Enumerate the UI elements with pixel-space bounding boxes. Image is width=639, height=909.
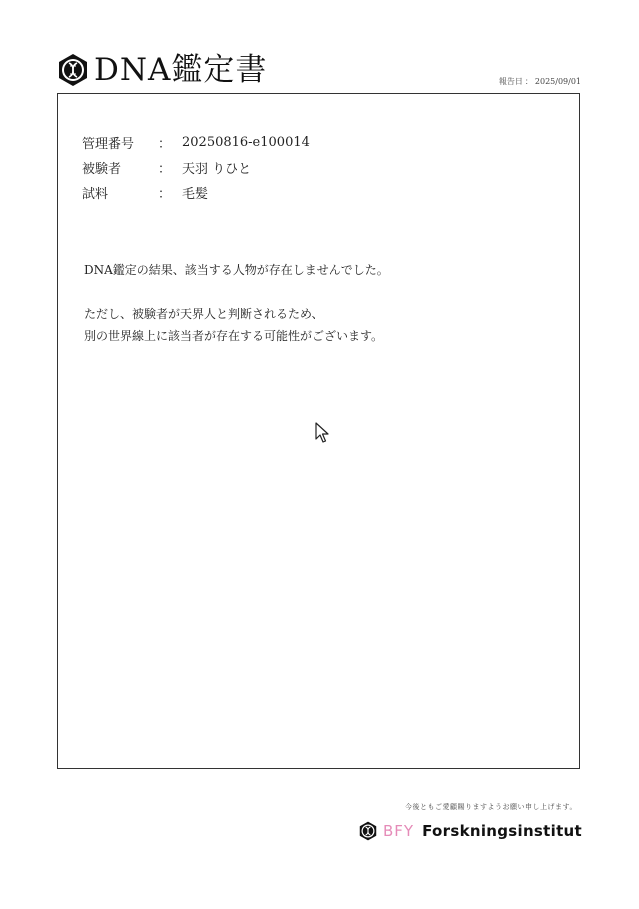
report-date: 報告日 ： 2025/09/01 (498, 77, 581, 86)
footer-brand (358, 818, 582, 844)
report-date-value: 2025/09/01 (534, 77, 581, 86)
result-line: 別の世界線上に該当者が存在する可能性がございます。 (84, 329, 384, 343)
info-colon: ： (158, 137, 172, 152)
brand-prefix: BFY (383, 822, 415, 840)
info-label: 被験者 (82, 162, 122, 177)
info-label: 管理番号 (82, 137, 135, 152)
info-row-sample (82, 180, 310, 205)
info-row-management-number (82, 130, 310, 155)
document-header (56, 50, 267, 90)
footer-note: 今後ともご愛顧賜りますようお願い申し上げます。 (405, 803, 577, 811)
info-colon: ： (158, 162, 172, 177)
dna-seal-icon (358, 821, 378, 841)
result-text (84, 259, 389, 347)
info-colon: ： (158, 187, 172, 202)
mouse-pointer-icon (315, 422, 331, 444)
info-row-subject (82, 155, 310, 180)
result-line: ただし、被験者が天界人と判断されるため、 (84, 307, 324, 321)
info-value: 天羽 りひと (182, 162, 252, 177)
info-value: 20250816-e100014 (182, 135, 310, 150)
brand-name: Forskningsinstitut (422, 822, 582, 840)
dna-seal-icon (56, 53, 90, 87)
info-label: 試料 (82, 187, 109, 202)
report-date-label: 報告日 (498, 77, 523, 86)
info-table (82, 130, 310, 205)
document-title: DNA鑑定書 (94, 52, 268, 88)
info-value: 毛髪 (182, 187, 209, 202)
result-line: DNA鑑定の結果、該当する人物が存在しませんでした。 (84, 263, 389, 277)
